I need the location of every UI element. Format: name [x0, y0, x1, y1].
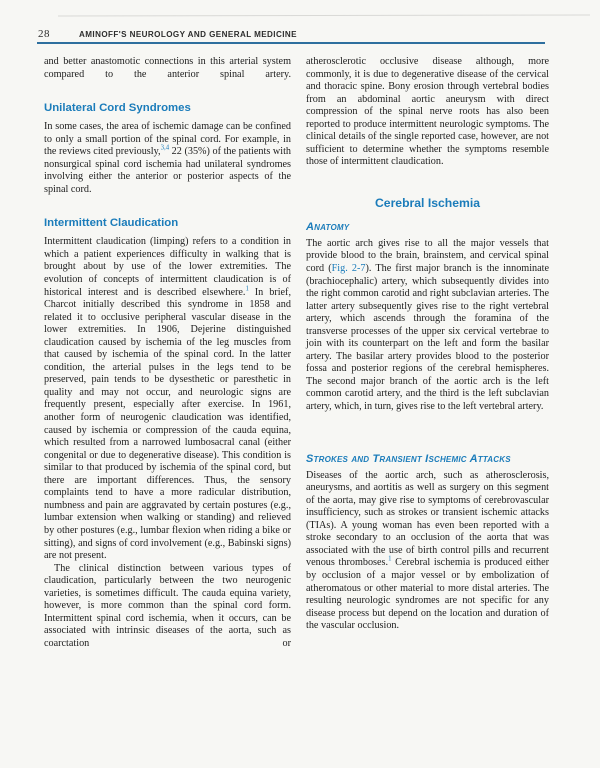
scan-artifact-line: [58, 14, 590, 16]
reference-superscript[interactable]: 1: [388, 556, 392, 564]
section-heading-intermittent-claudication: Intermittent Claudication: [44, 217, 179, 230]
left-column: [44, 51, 291, 650]
running-title: AMINOFF'S NEUROLOGY AND GENERAL MEDICINE: [79, 29, 297, 39]
reference-superscript[interactable]: 3,4: [160, 144, 170, 152]
body-paragraph: The aortic arch gives rise to all the major vessels that provide blood to the brain, brainstem, and cervical spinal cord (Fig. 2-7). The first major branch is the innominate (brachiocephalic) artery, which subsequently divides into the right common carotid and right subclavian arteries. The latter artery subsequently gives rise to the right vertebral artery, which ascends through the foramina of the transverse processes of the upper six cervical vertebrae to join with its counterpart on the left and form the basilar artery. The basilar artery provides blood to the posterior fossa and posterior regions of the cerebral hemispheres. The second major branch of the aortic arch is the left common carotid artery, and the third is the left subclavian artery, which, in turn, gives rise to the left vertebral artery.: [306, 237, 550, 413]
page-number: 28: [38, 28, 50, 40]
subsection-heading-anatomy: Anatomy: [306, 220, 350, 233]
body-paragraph: and better anastomotic connections in this arterial system compared to the anterior spinal artery.: [44, 56, 291, 80]
body-paragraph: In some cases, the area of ischemic damage can be confined to only a small portion of the spinal cord. For example, in the reviews cited previously,$^{3,4}$ 22 (35%) of the patients with nonsurgical spinal cord ischemia had unilateral syndromes involving either the anterior or posterior aspects of the spinal cord.: [44, 121, 291, 195]
body-paragraph: The clinical distinction between various types of claudication, particularly between the two neurogenic varieties, is sometimes difficult. The cauda equina variety, however, is more common than the spinal cord form. Intermittent spinal cord ischemia, when it occurs, can be associated with intrinsic diseases of the aorta, such as coarctation or: [44, 562, 291, 649]
right-column: [306, 51, 549, 650]
subsection-heading-strokes-tias: Strokes and Transient Ischemic Attacks: [306, 452, 511, 465]
figure-reference[interactable]: Fig. 2-7: [331, 263, 366, 275]
page-header: [38, 28, 560, 40]
body-paragraph: atherosclerotic occlusive disease although, more commonly, it is due to degenerative disease of the cervical and thoracic spine. Bony erosion through vertebral bodies from an abdominal aortic aneurysm with direct compression of the spinal nerve roots has also been reported to produce intermittent neurologic symptoms. The clinical details of the single reported case, however, are not sufficient to determine whether the symptoms resemble those of intermittent claudication.: [306, 56, 549, 168]
body-paragraph: Diseases of the aortic arch, such as atherosclerosis, aneurysms, and aortitis as well as surgery on this segment of the aorta, may give rise to symptoms of cerebrovascular insufficiency, such as strokes or transient ischemic attacks (TIAs). A young woman has even been reported with a stroke secondary to an occlusion of the aorta that was associated with the use of birth control pills and recurrent venous thromboses.$^1$ Cerebral ischemia is produced either by occlusion of a major vessel or by embolization of atheromatous or other material to more distal arteries. The resulting neurologic syndromes are not specific for any disease process but depend on the location and duration of the vascular occlusion.: [306, 469, 549, 632]
body-paragraph: Intermittent claudication (limping) refers to a condition in which a patient experiences difficulty in walking that is brought about by use of the lower extremities. The evolution of concepts of intermittent claudication is of historical interest and is described elsewhere.$^1$ In brief, Charcot initially described this syndrome in 1858 and related it to occlusive peripheral vascular disease in the lower extremities. In 1906, Dejerine distinguished claudication caused by ischemia of the leg muscles from that caused by ischemia of the spinal cord. In the latter condition, the arterial pulses in the legs tend to be preserved, pain tends to be dysesthetic or paresthetic in quality and may not occur, and neurologic signs are frequently present, especially after exercise. In 1961, another form of neurogenic claudication was identified, caused by ischemia or compression of the cauda equina, which resulted from a narrowed lumbosacral canal (either congenital or due to degenerative disease). This condition is similar to that produced by ischemia of the spinal cord, but there are important differences. Thus, the sensory complaints tend to have a more radicular distribution, numbness and pain are aggravated by certain postures (e.g., lumbar extension when walking or standing) and relieved by other postures (e.g., lumbar flexion when riding a bike or sitting), and signs of cord involvement (e.g., Babinski signs) are not present.: [44, 236, 291, 562]
reference-superscript[interactable]: 1: [245, 285, 249, 293]
chapter-heading-cerebral-ischemia: Cerebral Ischemia: [374, 195, 480, 210]
header-rule: [37, 42, 545, 44]
section-heading-unilateral-cord-syndromes: Unilateral Cord Syndromes: [44, 102, 191, 115]
page-body: [44, 51, 549, 650]
